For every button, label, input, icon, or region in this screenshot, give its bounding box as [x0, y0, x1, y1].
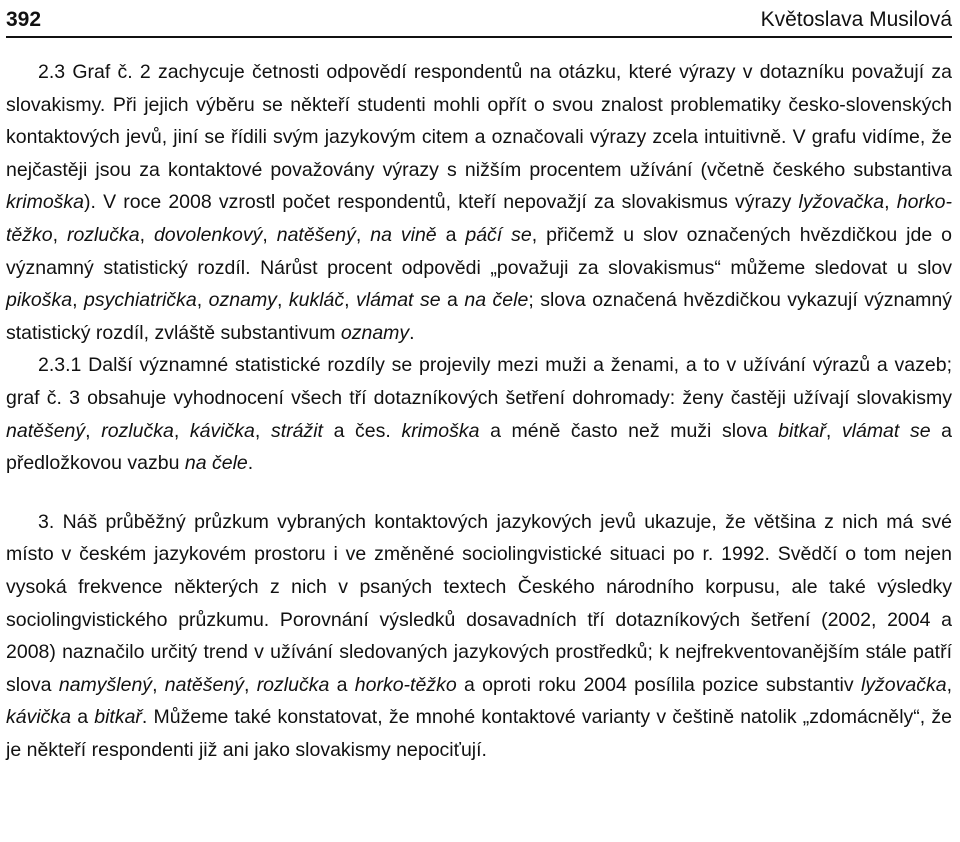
- italic-term: na čele: [184, 452, 248, 475]
- paragraph-2-3-1: [6, 349, 952, 479]
- italic-term: lyžovačka: [860, 673, 947, 696]
- italic-term: natěšený: [164, 673, 244, 696]
- text-run: ,: [173, 419, 190, 442]
- text-run: a: [329, 673, 355, 696]
- text-run: ,: [262, 223, 277, 246]
- paragraph-spacer: [6, 480, 952, 506]
- paragraph-2-3: [6, 56, 952, 349]
- text-run: ,: [355, 223, 371, 246]
- text-run: ,: [243, 673, 257, 696]
- text-run: ,: [825, 419, 842, 442]
- text-run: ,: [139, 223, 154, 246]
- italic-term: bitkař: [94, 706, 142, 729]
- italic-term: krimoška: [6, 191, 85, 214]
- italic-term: rozlučka: [66, 223, 140, 246]
- page-number: 392: [6, 8, 42, 31]
- italic-term: vlámat se: [356, 289, 441, 312]
- italic-term: krimoška: [401, 419, 480, 442]
- text-run: a oproti roku 2004 posílila pozice substantiv: [456, 673, 861, 696]
- italic-term: rozlučka: [101, 419, 174, 442]
- text-run: 2.3 Graf č. 2 zachycuje četnosti odpovědí respondentů na otázku, které výrazy v dotazníku považují za slovakismy. Při jejich výběru se někteří studenti mohli opřít o svou znalost problematiky česko-slovenských kontaktových jevů, jiní se řídili svým jazykovým citem a označovali výrazy zcela intuitivně. V grafu vidíme, že nejčastěji jsou za kontaktové považovány výrazy s nižším procentem užívání (včetně českého substantiva: [6, 61, 952, 181]
- body-text: [6, 56, 952, 766]
- text-run: . Můžeme také konstatovat, že mnohé kontaktové varianty v češtině natolik „zdomácněly“, že je někteří respondenti již ani jako slovakismy nepociťují.: [6, 706, 952, 761]
- italic-term: rozlučka: [256, 673, 330, 696]
- text-run: .: [409, 321, 415, 344]
- text-run: a: [440, 289, 465, 312]
- italic-term: kukláč: [288, 289, 345, 312]
- italic-term: namyšlený: [58, 673, 153, 696]
- text-run: 3. Náš průběžný průzkum vybraných kontaktových jazykových jevů ukazuje, že většina z nich má své místo v českém jazykovém prostoru i ve změněné sociolingvistické situaci po r. 1992. Svědčí o tom nejen vysoká frekvence některých z nich v psaných textech Českého národního korpusu, ale také výsledky sociolingvistického průzkumu. Porovnání výsledků dosavadních tří dotazníkových šetření (2002, 2004 a 2008) naznačilo určitý trend v užívání sledovaných jazykových prostředků; k nejfrekventovanějším stále patří slova: [6, 510, 952, 696]
- italic-term: kávička: [6, 706, 72, 729]
- text-run: a méně často než muži slova: [479, 419, 779, 442]
- page-header: [6, 0, 952, 38]
- text-run: ,: [344, 289, 357, 312]
- italic-term: natěšený: [6, 419, 86, 442]
- italic-term: natěšený: [276, 223, 356, 246]
- text-run: a: [436, 223, 466, 246]
- text-run: ,: [946, 673, 952, 696]
- italic-term: na vině: [370, 223, 437, 246]
- running-head-author: Květoslava Musilová: [760, 8, 952, 31]
- italic-term: na čele: [464, 289, 529, 312]
- text-run: a čes.: [322, 419, 402, 442]
- italic-term: oznamy: [208, 289, 277, 312]
- paragraph-3: [6, 506, 952, 767]
- text-run: , přičemž u slov označených hvězdičkou jde o významný statistický rozdíl. Nárůst procent odpovědi „považuji za slovakismus“ můžeme sledovat u slov: [6, 223, 952, 279]
- text-run: ,: [152, 673, 165, 696]
- italic-term: horko-těžko: [354, 673, 457, 696]
- italic-term: kávička: [189, 419, 255, 442]
- text-run: ,: [254, 419, 271, 442]
- text-run: .: [247, 452, 254, 475]
- italic-term: vlámat se: [841, 419, 931, 442]
- text-run: ). V roce 2008 vzrostl počet respondentů, kteří nepovažjí za slovakismus výrazy: [84, 191, 799, 214]
- text-run: 2.3.1 Další významné statistické rozdíly se projevily mezi muži a ženami, a to v užívání výrazů a vazeb; graf č. 3 obsahuje vyhodnocení všech tří dotazníkových šetření dohromady: ženy častěji užívají slovakismy: [6, 354, 952, 409]
- italic-term: pikoška: [6, 289, 73, 312]
- text-run: ,: [52, 223, 67, 246]
- text-run: ,: [884, 191, 897, 214]
- italic-term: strážit: [270, 419, 323, 442]
- text-run: ,: [276, 289, 289, 312]
- italic-term: psychiatrička: [84, 289, 197, 312]
- text-run: ,: [196, 289, 209, 312]
- italic-term: lyžovačka: [798, 191, 885, 214]
- italic-term: bitkař: [778, 419, 826, 442]
- text-run: a: [71, 706, 95, 729]
- text-run: a předložkovou vazbu: [6, 419, 953, 475]
- text-run: ; slova označená hvězdičkou vykazují významný statistický rozdíl, zvláště substantivum: [6, 289, 952, 344]
- italic-term: páčí se: [465, 223, 532, 246]
- italic-term: oznamy: [340, 321, 410, 344]
- text-run: ,: [72, 289, 85, 312]
- italic-term: horko-těžko: [6, 191, 952, 246]
- text-run: ,: [85, 419, 102, 442]
- italic-term: dovolenkový: [153, 223, 263, 246]
